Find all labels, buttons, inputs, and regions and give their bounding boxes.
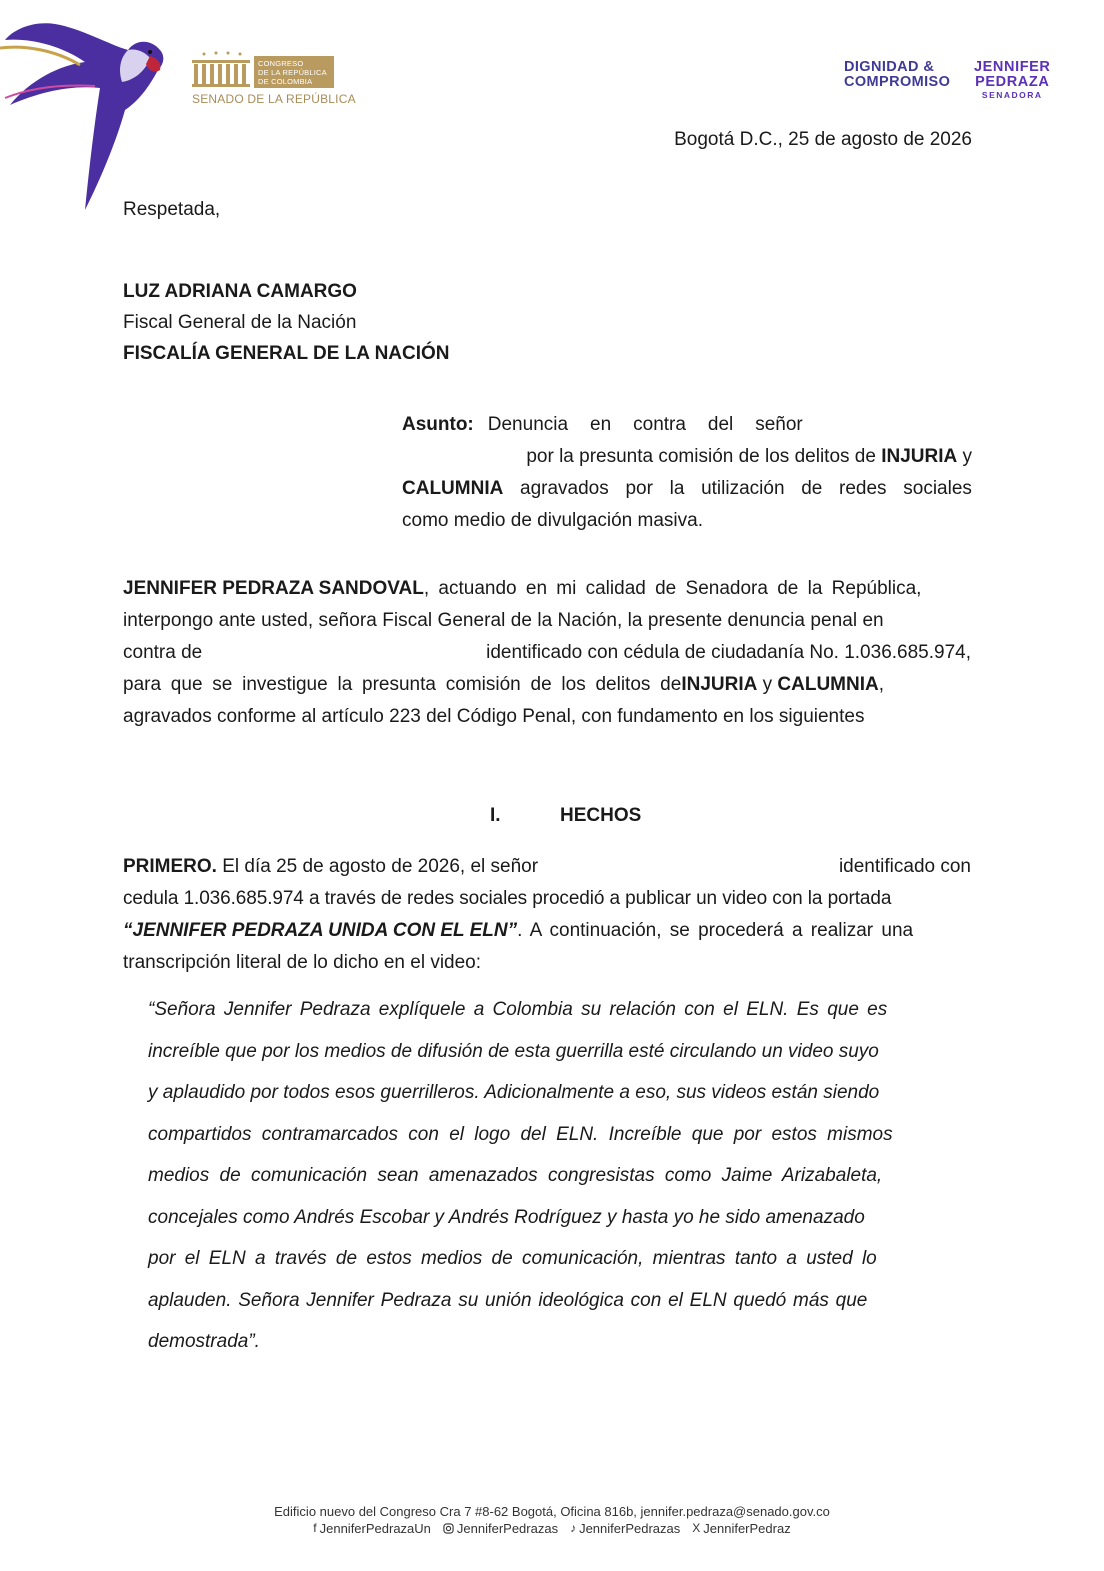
subject-block xyxy=(402,409,972,537)
paragraph-line xyxy=(123,669,971,701)
tiktok-icon: ♪ xyxy=(570,1521,577,1535)
section-heading xyxy=(490,800,641,832)
quote-line xyxy=(148,1326,936,1368)
paragraph-text: identificado con cédula de ciudadanía No. 1.036.685.974, xyxy=(486,642,971,663)
quote-line xyxy=(148,1243,936,1285)
paragraph-text: El día 25 de agosto de 2026, el señor xyxy=(216,856,539,877)
section-title: HECHOS xyxy=(560,805,642,826)
quote-text: aplauden. Señora Jennifer Pedraza su unión ideológica con el ELN quedó más que xyxy=(148,1289,868,1311)
quote-text: y aplaudido por todos esos guerrilleros. Adicionalmente a eso, sus videos están siendo xyxy=(148,1082,880,1103)
x-handle: JenniferPedraz xyxy=(703,1521,791,1536)
senator-name-line: JENNIFER xyxy=(974,59,1051,75)
senate-label: SENADO DE LA REPÚBLICA xyxy=(192,92,356,106)
quote-text: medios de comunicación sean amenazados congresistas como Jaime Arizabaleta, xyxy=(148,1165,883,1186)
capitol-icon xyxy=(190,50,252,88)
subject-word: de xyxy=(801,478,823,499)
quote-line xyxy=(148,994,936,1036)
x-icon: X xyxy=(692,1521,701,1535)
swallow-logo xyxy=(0,10,175,210)
subject-word: redes xyxy=(839,478,887,499)
dignidad-compromiso-logo xyxy=(844,60,950,90)
subject-text: por la presunta comisión de los delitos de xyxy=(526,446,882,467)
congress-logo xyxy=(188,42,356,112)
footer xyxy=(0,1503,1104,1537)
senator-role: SENADORA xyxy=(981,90,1043,100)
subject-bold: INJURIA xyxy=(881,446,958,467)
paragraph-text: . A continuación, se procederá a realizar una xyxy=(517,920,914,941)
tiktok-handle: JenniferPedrazas xyxy=(579,1521,681,1536)
paragraph-text: , xyxy=(878,674,885,695)
paragraph-text: para que se investigue la presunta comisión de los delitos de xyxy=(123,674,682,695)
quote-line xyxy=(148,1160,936,1202)
paragraph-line xyxy=(123,851,971,883)
subject-word: la xyxy=(669,478,685,499)
footer-x[interactable] xyxy=(692,1520,790,1537)
quote-line xyxy=(148,1036,936,1078)
section-number: I. xyxy=(490,805,501,826)
senator-name-line: PEDRAZA xyxy=(975,74,1050,90)
paragraph-line xyxy=(123,701,971,733)
subject-line xyxy=(402,409,972,441)
quote-line xyxy=(148,1077,936,1119)
intro-paragraph xyxy=(123,573,971,733)
congress-plate-line: DE LA REPÚBLICA xyxy=(258,68,327,77)
paragraph-bold: INJURIA xyxy=(681,674,758,695)
subject-text: y xyxy=(957,446,972,467)
subject-word: sociales xyxy=(903,478,972,499)
quote-text: increíble que por los medios de difusión de esta guerrilla esté circulando un video suyo xyxy=(148,1040,879,1062)
paragraph-text: transcripción literal de lo dicho en el video: xyxy=(123,952,482,973)
footer-facebook[interactable] xyxy=(313,1520,431,1537)
subject-line xyxy=(402,441,972,473)
congress-plate xyxy=(254,56,334,88)
footer-address: Edificio nuevo del Congreso Cra 7 #8-62 Bogotá, Oficina 816b, jennifer.pedraza@senado.gov.co xyxy=(274,1504,830,1519)
paragraph-text: cedula 1.036.685.974 a través de redes sociales procedió a publicar un video con la portada xyxy=(123,888,892,909)
paragraph-line xyxy=(123,605,971,637)
instagram-handle: JenniferPedrazas xyxy=(456,1521,559,1536)
subject-word: del xyxy=(707,414,734,435)
brand-line: DIGNIDAD & xyxy=(844,59,935,75)
paragraph-text: agravados conforme al artículo 223 del Código Penal, con fundamento en los siguientes xyxy=(123,706,865,727)
fact-paragraph xyxy=(123,851,971,979)
complainant-name: JENNIFER PEDRAZA SANDOVAL xyxy=(123,578,424,599)
instagram-icon xyxy=(443,1523,454,1534)
subject-line xyxy=(402,473,972,505)
congress-plate-line: CONGRESO xyxy=(258,59,304,68)
subject-word: por xyxy=(625,478,653,499)
paragraph-bold: CALUMNIA xyxy=(777,674,879,695)
quote-line xyxy=(148,1119,936,1161)
subject-word: agravados xyxy=(520,478,609,499)
greeting: Respetada, xyxy=(123,199,221,220)
subject-word: en xyxy=(590,414,612,435)
brand-line: COMPROMISO xyxy=(844,74,951,90)
quote-line xyxy=(148,1202,936,1244)
addressee-block xyxy=(123,276,450,369)
letter-date: Bogotá D.C., 25 de agosto de 2026 xyxy=(674,129,972,150)
congress-plate-line: DE COLOMBIA xyxy=(258,77,313,86)
video-transcript-quote xyxy=(148,994,936,1368)
subject-word: Denuncia xyxy=(487,414,569,435)
paragraph-line xyxy=(123,637,971,669)
subject-word: señor xyxy=(755,414,803,435)
subject-words xyxy=(488,409,803,441)
subject-text: como medio de divulgación masiva. xyxy=(402,510,703,531)
paragraph-text: contra de xyxy=(123,642,203,663)
video-title: “JENNIFER PEDRAZA UNIDA CON EL ELN” xyxy=(123,920,518,941)
paragraph-line xyxy=(123,915,971,947)
paragraph-line xyxy=(123,947,971,979)
quote-line xyxy=(148,1285,936,1327)
footer-tiktok[interactable] xyxy=(570,1520,680,1537)
paragraph-line xyxy=(123,883,971,915)
subject-line xyxy=(402,505,972,537)
paragraph-text: , actuando en mi calidad de Senadora de la República, xyxy=(423,578,922,599)
facebook-handle: JenniferPedrazaUn xyxy=(319,1521,431,1536)
footer-social xyxy=(0,1520,1104,1537)
quote-text: “Señora Jennifer Pedraza explíquele a Colombia su relación con el ELN. Es que es xyxy=(148,999,888,1020)
recipient-name: LUZ ADRIANA CAMARGO xyxy=(123,281,357,302)
senator-logo xyxy=(974,60,1051,100)
subject-bold: CALUMNIA xyxy=(402,478,504,499)
recipient-entity: FISCALÍA GENERAL DE LA NACIÓN xyxy=(123,343,450,364)
subject-label: Asunto: xyxy=(402,414,474,435)
brand-logos xyxy=(824,58,1084,103)
quote-text: demostrada”. xyxy=(148,1331,260,1352)
subject-word: utilización xyxy=(701,478,785,499)
facebook-icon: f xyxy=(313,1521,317,1535)
paragraph-text: interpongo ante usted, señora Fiscal General de la Nación, la presente denuncia penal en xyxy=(123,610,884,631)
fact-label: PRIMERO. xyxy=(123,856,217,877)
paragraph-line xyxy=(123,573,971,605)
quote-text: compartidos contramarcados con el logo del ELN. Increíble que por estos mismos xyxy=(148,1123,893,1145)
subject-word: contra xyxy=(633,414,686,435)
paragraph-text: y xyxy=(757,674,778,695)
recipient-title: Fiscal General de la Nación xyxy=(123,312,357,333)
paragraph-text: identificado con xyxy=(838,856,971,877)
footer-instagram[interactable] xyxy=(443,1520,558,1537)
quote-text: por el ELN a través de estos medios de comunicación, mientras tanto a usted lo xyxy=(148,1248,877,1269)
quote-text: concejales como Andrés Escobar y Andrés Rodríguez y hasta yo he sido amenazado xyxy=(148,1206,865,1228)
